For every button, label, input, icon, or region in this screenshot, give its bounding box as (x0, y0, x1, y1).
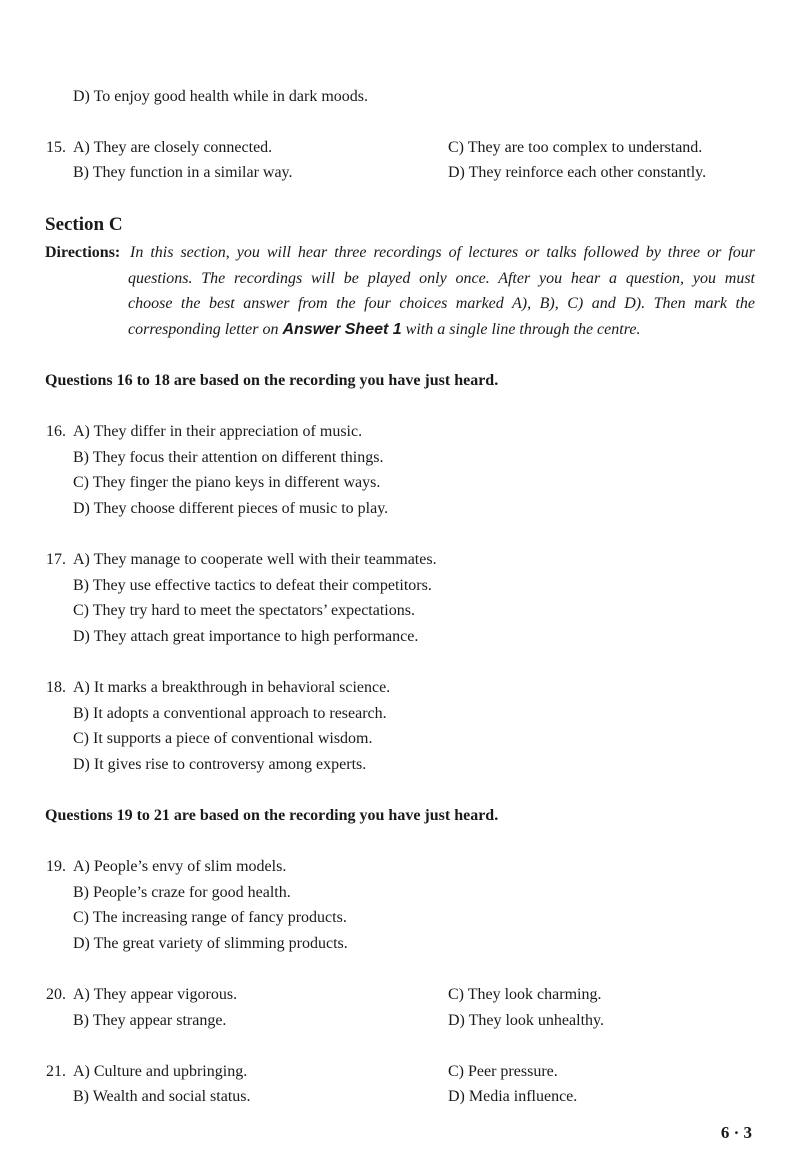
q16-number: 16. (46, 423, 66, 440)
q15-option-d[interactable]: D) They reinforce each other constantly. (448, 164, 707, 181)
answer-sheet-label: Answer Sheet 1 (282, 321, 402, 338)
q15-option-b[interactable]: B) They function in a similar way. (73, 164, 293, 181)
directions-line-4-post: with a single line through the centre. (401, 321, 641, 338)
q19-number: 19. (46, 858, 66, 875)
q21-number: 21. (46, 1063, 66, 1080)
q21-option-c[interactable]: C) Peer pressure. (448, 1063, 558, 1080)
q20-option-c[interactable]: C) They look charming. (448, 986, 602, 1003)
section-c-title: Section C (45, 214, 123, 235)
q15-number: 15. (46, 139, 66, 156)
q19-option-d[interactable]: D) The great variety of slimming products. (73, 935, 348, 952)
q20-option-b[interactable]: B) They appear strange. (73, 1012, 227, 1029)
q21-option-a[interactable]: A) Culture and upbringing. (73, 1063, 248, 1080)
q17-option-b[interactable]: B) They use effective tactics to defeat their competitors. (73, 577, 432, 594)
directions-line-4 (128, 320, 640, 340)
directions-line-2: questions. The recordings will be played only once. After you hear a question, you must (128, 270, 755, 287)
q18-option-a[interactable]: A) It marks a breakthrough in behavioral science. (73, 679, 391, 696)
page-number: 6 · 3 (720, 1123, 752, 1142)
q18-option-c[interactable]: C) It supports a piece of conventional wisdom. (73, 730, 373, 747)
q17-option-a[interactable]: A) They manage to cooperate well with their teammates. (73, 551, 437, 568)
q17-option-d[interactable]: D) They attach great importance to high performance. (73, 628, 419, 645)
q19-option-a[interactable]: A) People’s envy of slim models. (73, 858, 287, 875)
q19-option-b[interactable]: B) People’s craze for good health. (73, 884, 291, 901)
q17-option-c[interactable]: C) They try hard to meet the spectators’ expectations. (73, 602, 415, 619)
q20-option-a[interactable]: A) They appear vigorous. (73, 986, 238, 1003)
group-heading-19-21: Questions 19 to 21 are based on the recording you have just heard. (45, 807, 499, 824)
directions-label: Directions: (45, 244, 121, 261)
directions-line-1: In this section, you will hear three recordings of lectures or talks followed by three or four (130, 244, 755, 261)
q20-number: 20. (46, 986, 66, 1003)
q15-option-a[interactable]: A) They are closely connected. (73, 139, 273, 156)
q18-option-d[interactable]: D) It gives rise to controversy among experts. (73, 756, 367, 773)
q17-number: 17. (46, 551, 66, 568)
group-heading-16-18: Questions 16 to 18 are based on the recording you have just heard. (45, 372, 499, 389)
q16-option-b[interactable]: B) They focus their attention on different things. (73, 449, 384, 466)
q21-option-d[interactable]: D) Media influence. (448, 1088, 578, 1105)
q14-option-d[interactable]: D) To enjoy good health while in dark moods. (73, 88, 368, 105)
q19-option-c[interactable]: C) The increasing range of fancy products. (73, 909, 347, 926)
q21-option-b[interactable]: B) Wealth and social status. (73, 1088, 251, 1105)
q16-option-d[interactable]: D) They choose different pieces of music to play. (73, 500, 389, 517)
directions-line-3: choose the best answer from the four choices marked A), B), C) and D). Then mark the (128, 295, 755, 312)
q16-option-a[interactable]: A) They differ in their appreciation of music. (73, 423, 363, 440)
q15-option-c[interactable]: C) They are too complex to understand. (448, 139, 703, 156)
q18-option-b[interactable]: B) It adopts a conventional approach to research. (73, 705, 387, 722)
q20-option-d[interactable]: D) They look unhealthy. (448, 1012, 604, 1029)
q16-option-c[interactable]: C) They finger the piano keys in different ways. (73, 474, 381, 491)
directions-line-4-pre: corresponding letter on (128, 321, 283, 338)
q18-number: 18. (46, 679, 66, 696)
